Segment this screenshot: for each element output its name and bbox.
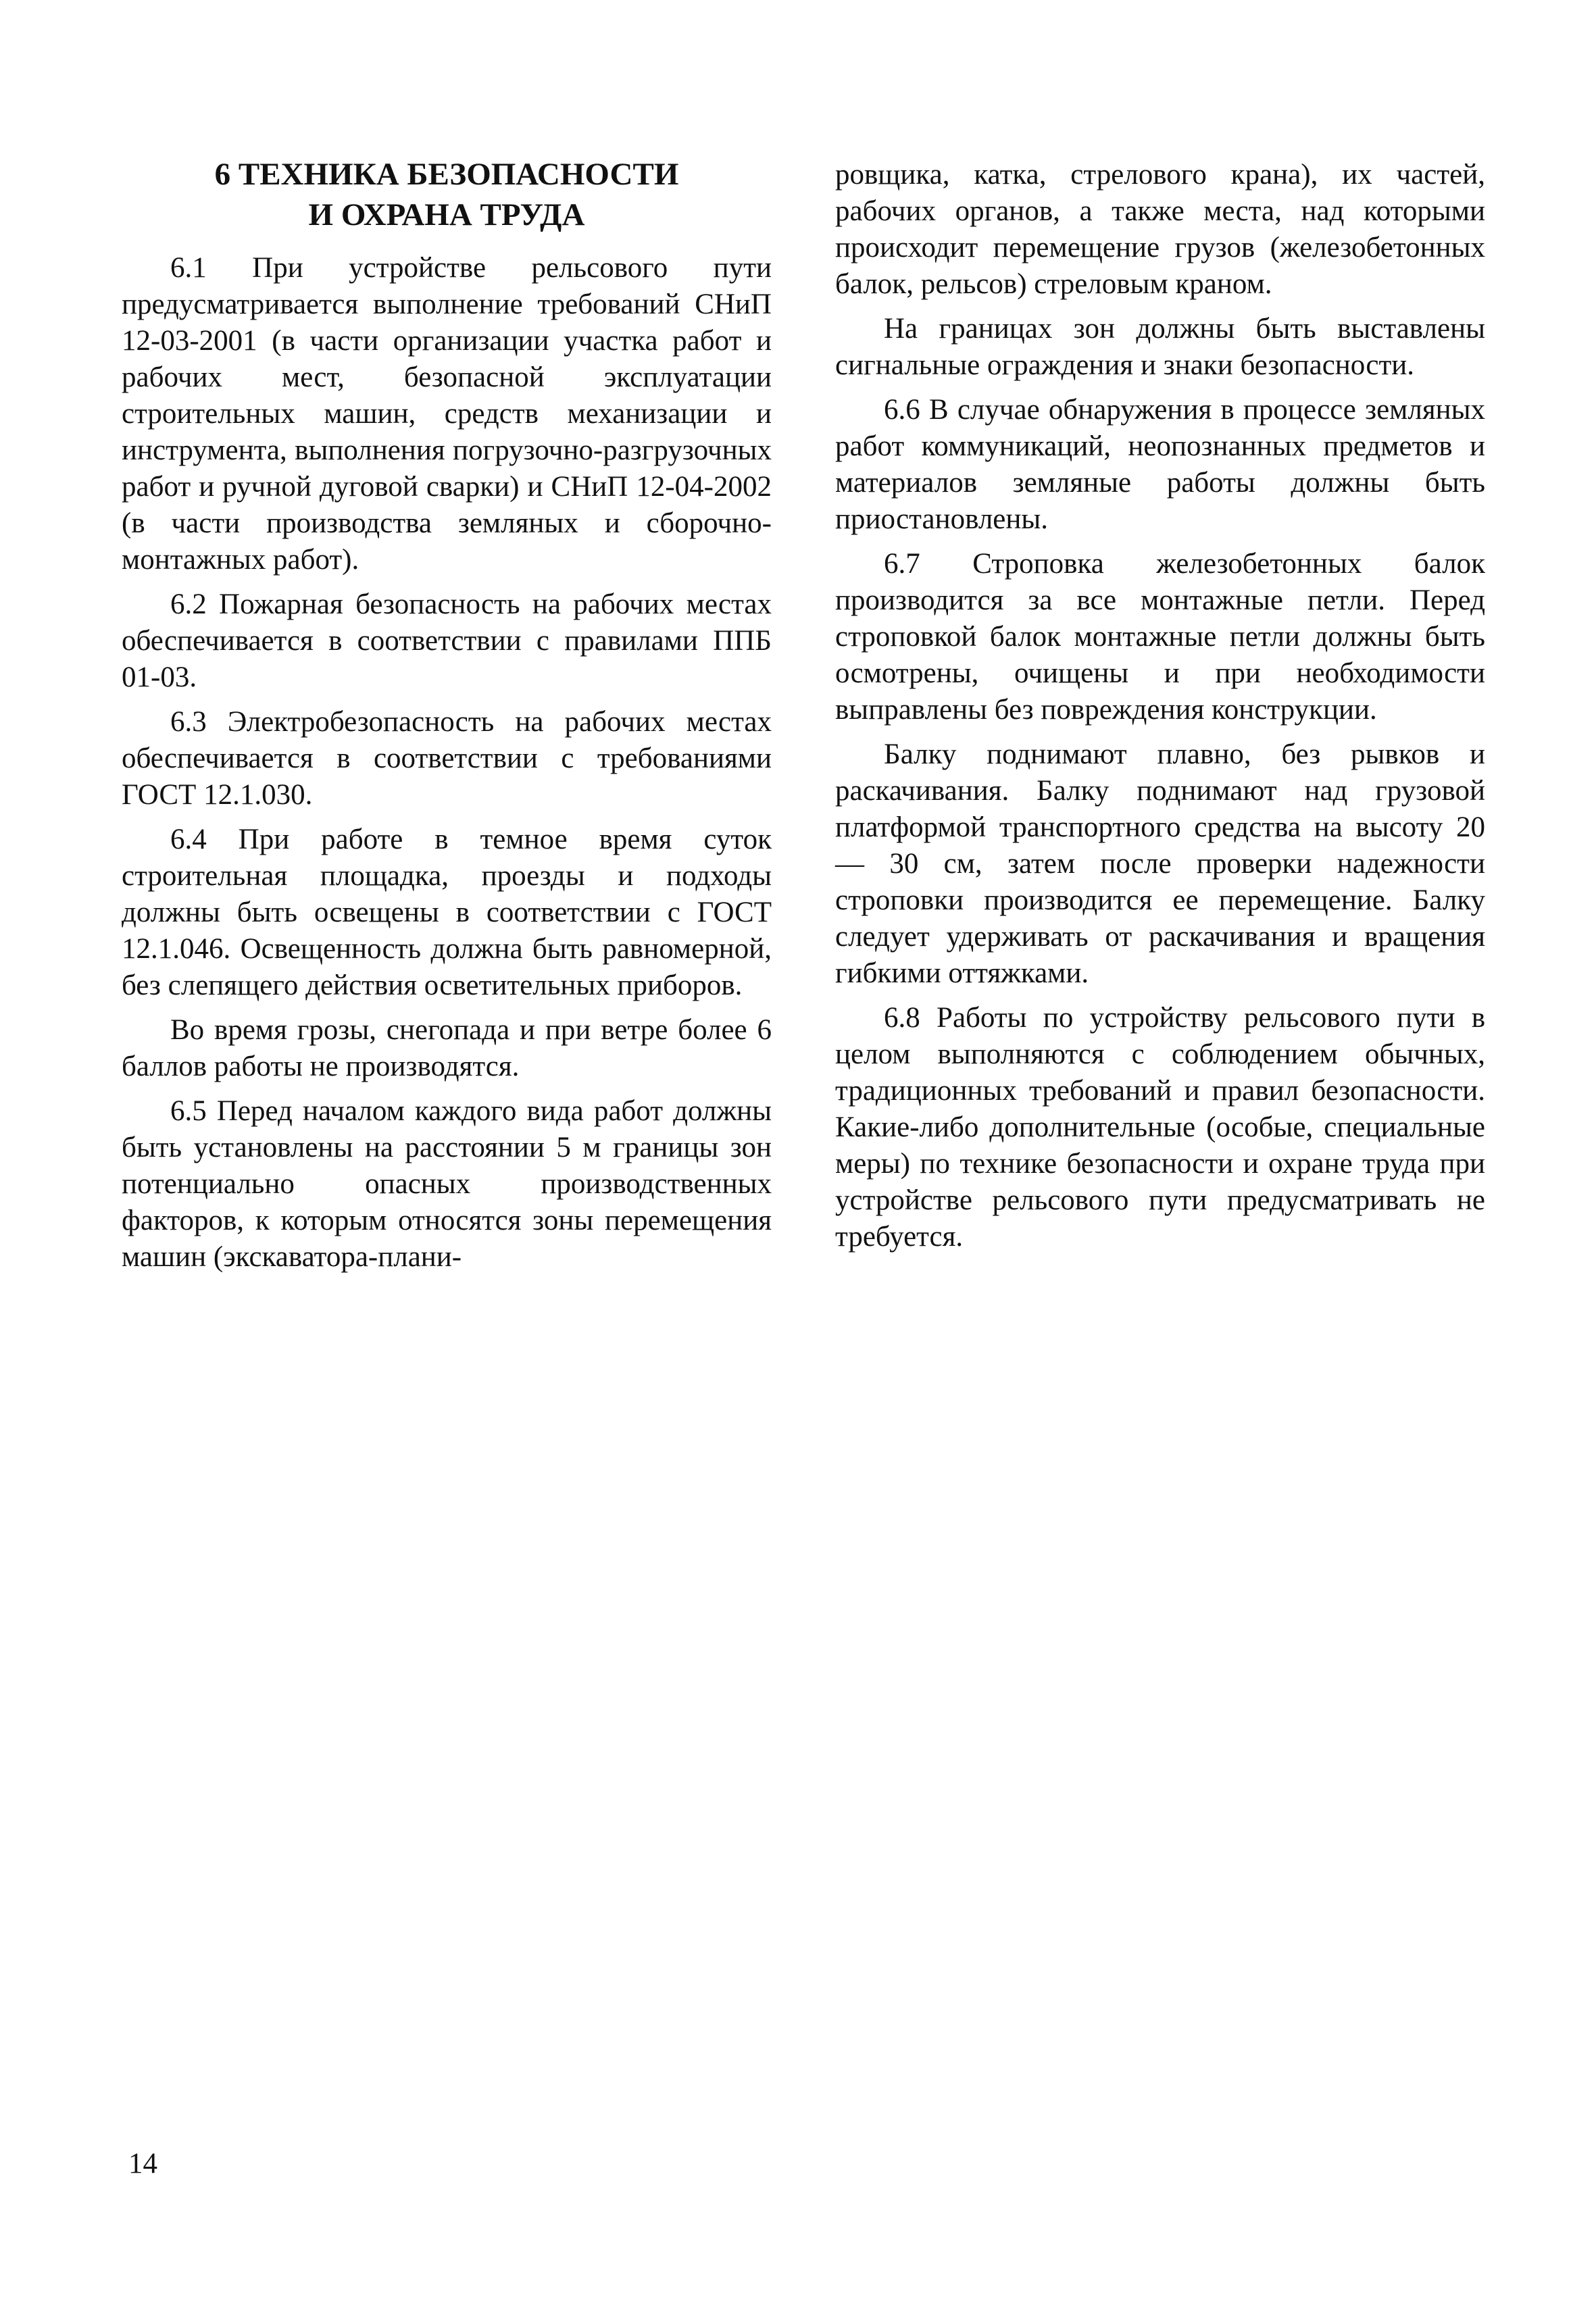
paragraph-6-5: 6.5 Перед началом каждого вида работ должны быть установлены на расстоянии 5 м границы зон потенциально опасных производственных факторов, к которым относятся зоны перемещения машин (экскаватора-плани-	[122, 1095, 772, 1273]
paragraph-6-7: 6.7 Строповка железобетонных балок производится за все монтажные петли. Перед строповкой балок монтажные петли должны быть осмотрены, очищены и при необходимости выправлены без повреждения конструкции.	[835, 548, 1485, 726]
page-number: 14	[128, 2148, 157, 2180]
section-heading	[122, 154, 772, 235]
left-column	[122, 154, 772, 1284]
paragraph-thunderstorm: Во время грозы, снегопада и при ветре более 6 баллов работы не производятся.	[122, 1014, 772, 1082]
paragraph-6-8: 6.8 Работы по устройству рельсового пути в целом выполняются с соблюдением обычных, традиционных требований и правил безопасности. Какие-либо дополнительные (особые, специальные меры) по технике безопасности и охране труда при устройстве рельсового пути предусматривать не требуется.	[835, 1002, 1485, 1253]
paragraph-6-2: 6.2 Пожарная безопасность на рабочих местах обеспечивается в соответствии с правилами ППБ 01-03.	[122, 588, 772, 693]
section-title-line-2: И ОХРАНА ТРУДА	[308, 197, 585, 232]
right-column	[835, 157, 1485, 1263]
paragraph-signals: На границах зон должны быть выставлены сигнальные ограждения и знаки безопасности.	[835, 313, 1485, 381]
paragraph-6-5-continuation: ровщика, катка, стрелового крана), их частей, рабочих органов, а также места, над которыми происходит перемещение грузов (железобетонных балок, рельсов) стреловым краном.	[835, 159, 1485, 300]
paragraph-6-3: 6.3 Электробезопасность на рабочих местах обеспечивается в соответствии с требованиями ГОСТ 12.1.030.	[122, 706, 772, 811]
paragraph-beam-lifting: Балку поднимают плавно, без рывков и раскачивания. Балку поднимают над грузовой платформой транспортного средства на высоту 20 — 30 см, затем после проверки надежности строповки производится ее перемещение. Балку следует удерживать от раскачивания и вращения гибкими оттяжками.	[835, 738, 1485, 989]
paragraph-6-1: 6.1 При устройстве рельсового пути предусматривается выполнение требований СНиП 12-03-2001 (в части организации участка работ и рабочих мест, безопасной эксплуатации строительных машин, средств механизации и инструмента, выполнения погрузочно-разгрузочных работ и ручной дуговой сварки) и СНиП 12-04-2002 (в части производства земляных и сборочно-монтажных работ).	[122, 252, 772, 576]
section-title-line-1: 6 ТЕХНИКА БЕЗОПАСНОСТИ	[214, 157, 679, 192]
paragraph-6-6: 6.6 В случае обнаружения в процессе земляных работ коммуникаций, неопознанных предметов и материалов земляные работы должны быть приостановлены.	[835, 394, 1485, 535]
paragraph-6-4: 6.4 При работе в темное время суток строительная площадка, проезды и подходы должны быть освещены в соответствии с ГОСТ 12.1.046. Освещенность должна быть равномерной, без слепящего действия осветительных приборов.	[122, 824, 772, 1001]
